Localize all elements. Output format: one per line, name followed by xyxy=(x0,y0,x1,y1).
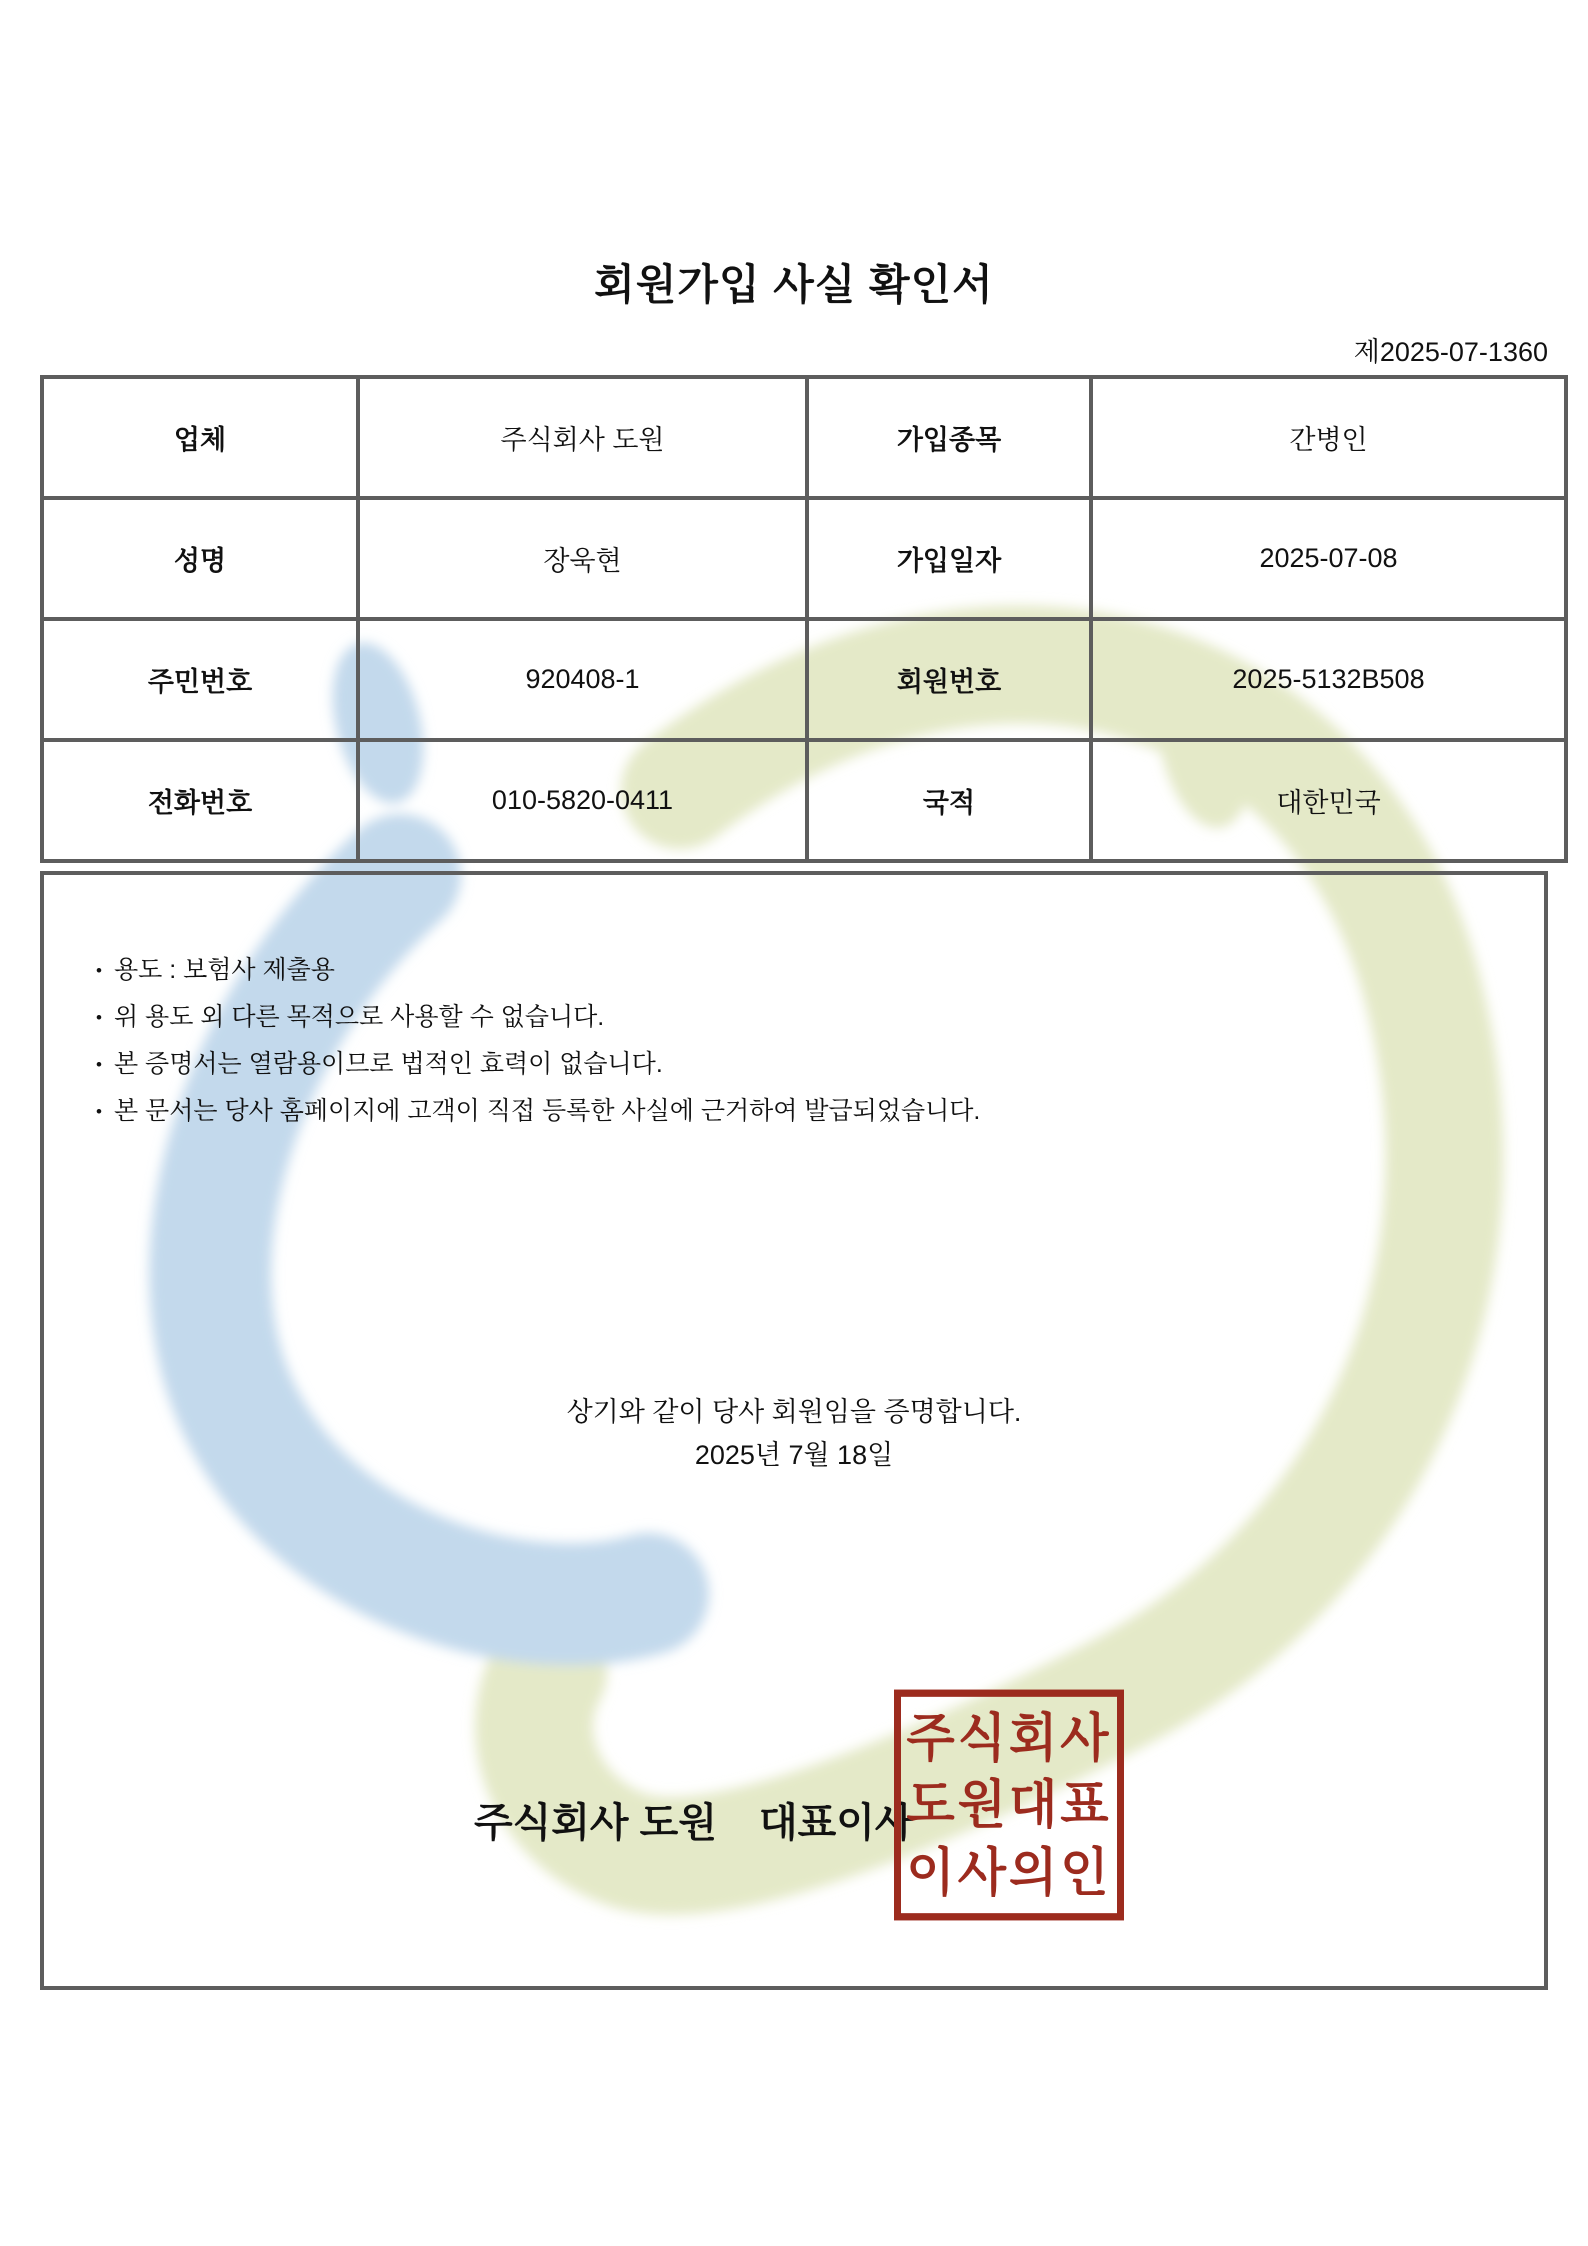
value-member-type: 간병인 xyxy=(1091,377,1566,498)
table-row xyxy=(42,377,1566,498)
value-name: 장욱현 xyxy=(358,498,807,619)
table-row xyxy=(42,740,1566,861)
value-nationality: 대한민국 xyxy=(1091,740,1566,861)
note-text: 본 증명서는 열람용이므로 법적인 효력이 없습니다. xyxy=(113,1050,663,1078)
label-name: 성명 xyxy=(42,498,358,619)
list-item xyxy=(96,1088,1504,1135)
table-row xyxy=(42,498,1566,619)
value-phone: 010-5820-0411 xyxy=(358,740,807,861)
company-seal-stamp xyxy=(894,1690,1124,1921)
bullet-icon: • xyxy=(96,1008,102,1027)
value-resident-number: 920408-1 xyxy=(358,619,807,740)
label-member-type: 가입종목 xyxy=(807,377,1091,498)
table-row xyxy=(42,619,1566,740)
note-text: 본 문서는 당사 홈페이지에 고객이 직접 등록한 사실에 근거하여 발급되었습니다. xyxy=(113,1097,981,1125)
issuer-company: 주식회사 도원 xyxy=(474,1801,717,1845)
value-join-date: 2025-07-08 xyxy=(1091,498,1566,619)
label-resident-number: 주민번호 xyxy=(42,619,358,740)
doc-number: 제2025-07-1360 xyxy=(1353,337,1548,367)
bullet-icon: • xyxy=(96,1102,102,1121)
certify-line: 상기와 같이 당사 회원임을 증명합니다. xyxy=(566,1397,1022,1427)
issue-date: 2025년 7월 18일 xyxy=(694,1440,894,1470)
note-text: 용도 : 보험사 제출용 xyxy=(113,956,335,984)
label-company: 업체 xyxy=(42,377,358,498)
label-member-number: 회원번호 xyxy=(807,619,1091,740)
value-company: 주식회사 도원 xyxy=(358,377,807,498)
seal-line: 주식회사 xyxy=(906,1708,1112,1768)
list-item xyxy=(96,1041,1504,1088)
bullet-icon: • xyxy=(96,1055,102,1074)
label-phone: 전화번호 xyxy=(42,740,358,861)
label-nationality: 국적 xyxy=(807,740,1091,861)
member-info-table xyxy=(40,375,1568,863)
seal-line: 이사의인 xyxy=(906,1842,1112,1902)
note-text: 위 용도 외 다른 목적으로 사용할 수 없습니다. xyxy=(113,1003,605,1031)
issuer-signature xyxy=(474,1791,914,1848)
bullet-icon: • xyxy=(96,961,102,980)
label-join-date: 가입일자 xyxy=(807,498,1091,619)
list-item xyxy=(96,947,1504,994)
certification-statement xyxy=(44,1391,1544,1477)
seal-line: 도원대표 xyxy=(906,1775,1112,1835)
value-member-number: 2025-5132B508 xyxy=(1091,619,1566,740)
notes-box xyxy=(40,871,1548,1990)
notes-list xyxy=(96,947,1504,1135)
issuer-role: 대표이사 xyxy=(758,1801,914,1845)
page-title: 회원가입 사실 확인서 xyxy=(594,261,994,308)
list-item xyxy=(96,994,1504,1041)
